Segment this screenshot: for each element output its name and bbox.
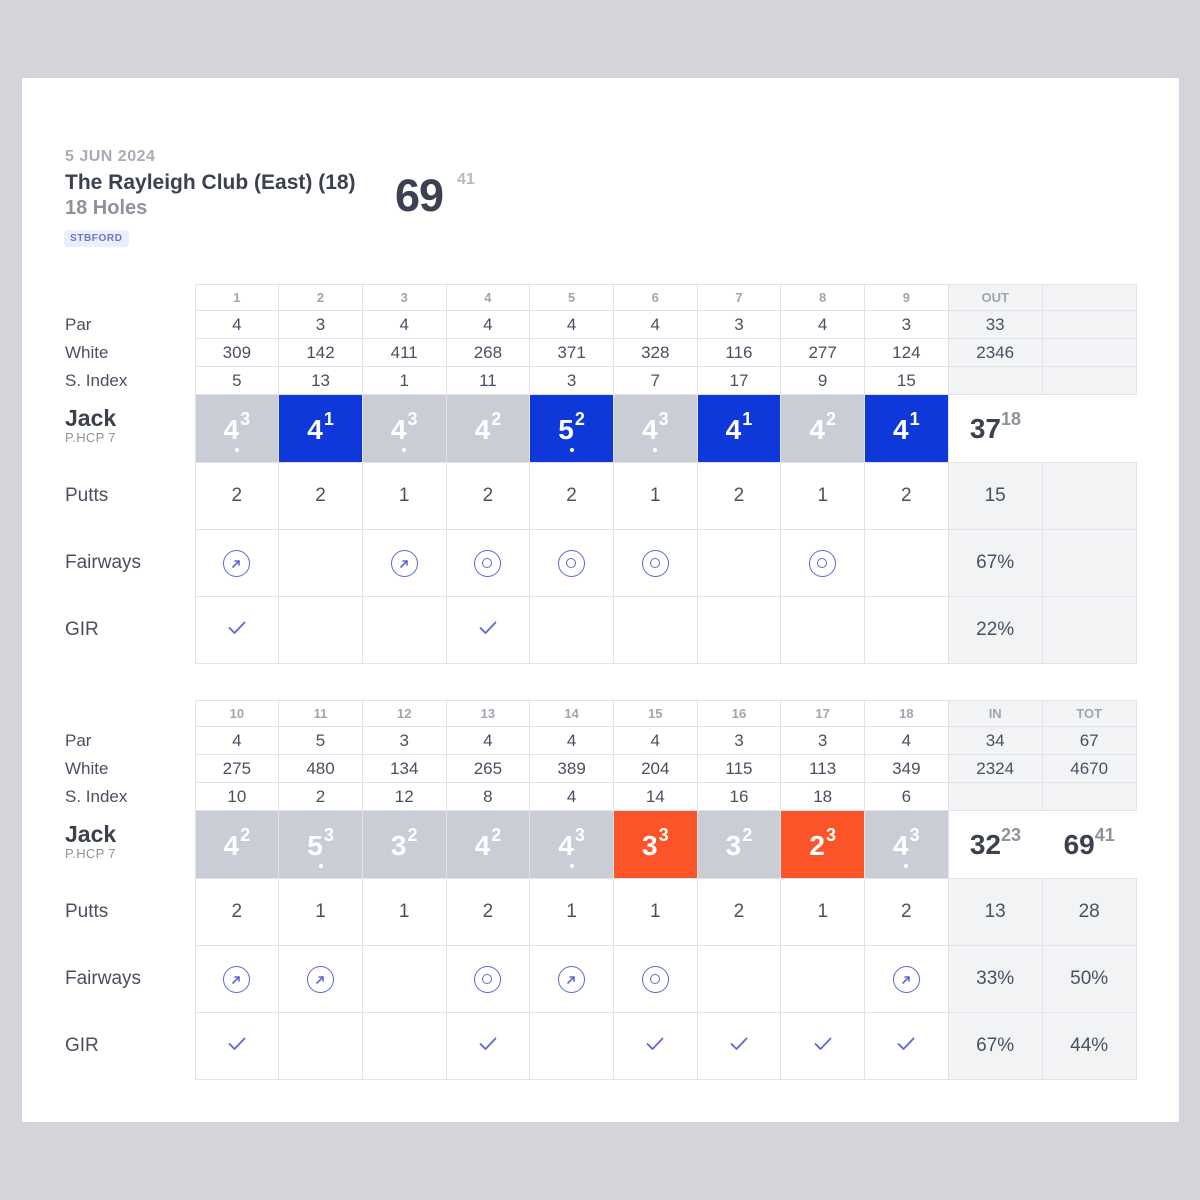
front-nine-table xyxy=(65,284,1137,664)
gir-total: 44% xyxy=(1042,1013,1136,1080)
hole-number-row xyxy=(65,701,1136,727)
hole-number: 8 xyxy=(781,285,865,311)
gir-cell[interactable] xyxy=(530,597,614,664)
row-label: Putts xyxy=(65,463,195,530)
par-cell: 4 xyxy=(195,311,279,339)
back-nine-table xyxy=(65,700,1137,1080)
points: 3 xyxy=(240,408,251,429)
white-cell: 116 xyxy=(697,339,781,367)
hole-score-cell[interactable] xyxy=(446,811,530,879)
putts-cell[interactable]: 2 xyxy=(446,463,530,530)
putts-cell[interactable]: 2 xyxy=(865,879,949,946)
fairway-hit-icon xyxy=(809,550,836,577)
fairways-row xyxy=(65,946,1136,1013)
row-label: S. Index xyxy=(65,367,195,395)
row-label: Par xyxy=(65,311,195,339)
fairway-miss-right-icon xyxy=(558,966,585,993)
hole-number-row xyxy=(65,285,1136,311)
par-cell: 4 xyxy=(446,727,530,755)
row-label: Fairways xyxy=(65,530,195,597)
hole-score-cell[interactable] xyxy=(195,395,279,463)
fairway-hit-icon xyxy=(642,966,669,993)
score-total xyxy=(1042,811,1136,879)
gir-cell[interactable] xyxy=(697,597,781,664)
fairway-cell[interactable] xyxy=(446,530,530,597)
hole-score-cell[interactable] xyxy=(279,395,363,463)
putts-sum: 13 xyxy=(948,879,1042,946)
points: 2 xyxy=(491,408,502,429)
fairway-cell[interactable] xyxy=(613,946,697,1013)
par-cell: 5 xyxy=(279,727,363,755)
strokes: 4 xyxy=(474,413,491,445)
par-row xyxy=(65,727,1136,755)
putts-cell[interactable]: 1 xyxy=(279,879,363,946)
hole-score-cell[interactable] xyxy=(613,811,697,879)
player-info xyxy=(65,395,195,463)
points: 3 xyxy=(407,408,418,429)
white-cell: 268 xyxy=(446,339,530,367)
blank-cell xyxy=(1042,463,1136,530)
white-sum: 2324 xyxy=(948,755,1042,783)
white-cell: 480 xyxy=(279,755,363,783)
checkmark-icon xyxy=(814,1035,832,1057)
white-cell: 115 xyxy=(697,755,781,783)
sindex-cell: 16 xyxy=(697,783,781,811)
blank-cell xyxy=(1042,783,1136,811)
white-yardage-row xyxy=(65,755,1136,783)
stableford-points: 41 xyxy=(457,171,475,188)
blank-cell xyxy=(948,367,1042,395)
strokes: 4 xyxy=(474,829,491,861)
sindex-cell: 17 xyxy=(697,367,781,395)
hole-score-cell[interactable] xyxy=(530,395,614,463)
sindex-cell: 15 xyxy=(865,367,949,395)
fairway-miss-right-icon xyxy=(223,550,250,577)
hole-number: 16 xyxy=(697,701,781,727)
player-handicap: P.HCP 7 xyxy=(65,430,116,445)
blank-cell xyxy=(1042,311,1136,339)
par-cell: 4 xyxy=(865,727,949,755)
strokes: 5 xyxy=(307,829,323,861)
fairway-cell[interactable] xyxy=(697,946,781,1013)
strokes: 4 xyxy=(307,413,323,445)
blank-cell xyxy=(1042,367,1136,395)
fairway-miss-right-icon xyxy=(223,966,250,993)
hole-number: 7 xyxy=(697,285,781,311)
fairway-miss-right-icon xyxy=(391,550,418,577)
hole-number: 13 xyxy=(446,701,530,727)
par-cell: 4 xyxy=(613,727,697,755)
score-total-points: 41 xyxy=(1094,824,1115,845)
sindex-cell: 5 xyxy=(195,367,279,395)
fairway-cell[interactable] xyxy=(362,946,446,1013)
empty-cell xyxy=(65,701,195,727)
strokes: 3 xyxy=(641,829,658,861)
hole-number: 3 xyxy=(362,285,446,311)
strokes: 2 xyxy=(809,829,825,861)
putts-cell[interactable]: 2 xyxy=(865,463,949,530)
gir-cell[interactable] xyxy=(865,597,949,664)
points: 2 xyxy=(574,408,585,429)
par-cell: 4 xyxy=(781,311,865,339)
white-cell: 265 xyxy=(446,755,530,783)
fairway-cell[interactable] xyxy=(865,530,949,597)
putts-cell[interactable]: 1 xyxy=(530,879,614,946)
handicap-stroke-dot xyxy=(570,448,574,452)
fairway-hit-icon xyxy=(474,550,501,577)
fairway-miss-right-icon xyxy=(307,966,334,993)
fairways-row xyxy=(65,530,1136,597)
gir-cell[interactable] xyxy=(781,1013,865,1080)
putts-cell[interactable]: 2 xyxy=(530,463,614,530)
strokes: 4 xyxy=(725,413,742,445)
hole-number: 12 xyxy=(362,701,446,727)
putts-row xyxy=(65,463,1136,530)
white-cell: 309 xyxy=(195,339,279,367)
gir-cell[interactable] xyxy=(530,1013,614,1080)
putts-cell[interactable]: 2 xyxy=(697,463,781,530)
white-cell: 113 xyxy=(781,755,865,783)
points: 2 xyxy=(491,824,502,845)
putts-cell[interactable]: 1 xyxy=(362,463,446,530)
putts-cell[interactable]: 2 xyxy=(697,879,781,946)
gir-cell[interactable] xyxy=(195,597,279,664)
player-info xyxy=(65,811,195,879)
hole-number: 18 xyxy=(865,701,949,727)
fairway-hit-icon xyxy=(558,550,585,577)
putts-cell[interactable]: 2 xyxy=(195,463,279,530)
hole-number: 10 xyxy=(195,701,279,727)
gir-cell[interactable] xyxy=(446,1013,530,1080)
row-label: Fairways xyxy=(65,946,195,1013)
handicap-stroke-dot xyxy=(904,864,908,868)
blank-cell xyxy=(1042,285,1136,311)
points: 3 xyxy=(909,824,920,845)
gir-cell[interactable] xyxy=(446,597,530,664)
sindex-cell: 10 xyxy=(195,783,279,811)
row-label: White xyxy=(65,339,195,367)
strokes: 4 xyxy=(809,413,825,445)
hole-score-cell[interactable] xyxy=(195,811,279,879)
strokes: 4 xyxy=(893,829,909,861)
score-sum-points: 23 xyxy=(1001,824,1022,845)
fairway-cell[interactable] xyxy=(530,530,614,597)
fairway-miss-right-icon xyxy=(893,966,920,993)
checkmark-icon xyxy=(730,1035,748,1057)
empty-cell xyxy=(65,285,195,311)
putts-cell[interactable]: 1 xyxy=(362,879,446,946)
white-sum: 2346 xyxy=(948,339,1042,367)
fairway-hit-icon xyxy=(474,966,501,993)
par-cell: 4 xyxy=(613,311,697,339)
sindex-cell: 14 xyxy=(613,783,697,811)
white-total: 4670 xyxy=(1042,755,1136,783)
sindex-cell: 6 xyxy=(865,783,949,811)
putts-cell[interactable]: 2 xyxy=(446,879,530,946)
hole-score-cell[interactable] xyxy=(613,395,697,463)
white-cell: 134 xyxy=(362,755,446,783)
putts-cell[interactable]: 2 xyxy=(279,463,363,530)
strokes: 3 xyxy=(390,829,407,861)
gir-cell[interactable] xyxy=(195,1013,279,1080)
hole-score-cell[interactable] xyxy=(865,811,949,879)
par-cell: 3 xyxy=(279,311,363,339)
white-cell: 389 xyxy=(530,755,614,783)
par-cell: 3 xyxy=(781,727,865,755)
putts-sum: 15 xyxy=(948,463,1042,530)
player-name: Jack xyxy=(65,405,117,431)
fairway-cell[interactable] xyxy=(697,530,781,597)
checkmark-icon xyxy=(228,1035,246,1057)
par-cell: 4 xyxy=(530,311,614,339)
par-sum: 34 xyxy=(948,727,1042,755)
gross-score: 69 xyxy=(395,170,444,221)
gir-cell[interactable] xyxy=(781,597,865,664)
checkmark-icon xyxy=(646,1035,664,1057)
fairway-cell[interactable] xyxy=(613,530,697,597)
blank-cell xyxy=(1042,339,1136,367)
white-cell: 142 xyxy=(279,339,363,367)
fairway-cell[interactable] xyxy=(279,946,363,1013)
scorecard-card xyxy=(22,78,1179,1122)
round-date: 5 JUN 2024 xyxy=(65,148,156,165)
strokes: 4 xyxy=(390,413,407,445)
hole-score-cell[interactable] xyxy=(530,811,614,879)
gir-row xyxy=(65,597,1136,664)
fairway-cell[interactable] xyxy=(279,530,363,597)
hole-score-cell[interactable] xyxy=(697,395,781,463)
score-sum-strokes: 32 xyxy=(969,828,1001,860)
hole-score-cell[interactable] xyxy=(697,811,781,879)
hole-score-cell[interactable] xyxy=(781,395,865,463)
white-cell: 349 xyxy=(865,755,949,783)
handicap-stroke-dot xyxy=(653,448,657,452)
hole-number: 15 xyxy=(613,701,697,727)
checkmark-icon xyxy=(228,619,246,641)
strokes: 3 xyxy=(725,829,742,861)
par-cell: 4 xyxy=(530,727,614,755)
hole-score-cell[interactable] xyxy=(446,395,530,463)
blank-cell xyxy=(1042,597,1136,664)
hole-score-cell[interactable] xyxy=(279,811,363,879)
score-sum xyxy=(948,395,1042,463)
hole-score-cell[interactable] xyxy=(865,395,949,463)
handicap-stroke-dot xyxy=(319,864,323,868)
fairways-sum: 67% xyxy=(948,530,1042,597)
points: 2 xyxy=(240,824,251,845)
white-cell: 204 xyxy=(613,755,697,783)
points: 3 xyxy=(574,824,585,845)
par-cell: 3 xyxy=(697,727,781,755)
player-name: Jack xyxy=(65,821,117,847)
row-label: GIR xyxy=(65,597,195,664)
course-name: The Rayleigh Club (East) (18) xyxy=(65,171,356,194)
white-cell: 328 xyxy=(613,339,697,367)
points: 2 xyxy=(825,408,836,429)
white-cell: 371 xyxy=(530,339,614,367)
gir-cell[interactable] xyxy=(865,1013,949,1080)
gir-cell[interactable] xyxy=(279,1013,363,1080)
sindex-cell: 12 xyxy=(362,783,446,811)
sindex-cell: 4 xyxy=(530,783,614,811)
points: 3 xyxy=(658,408,669,429)
gir-cell[interactable] xyxy=(613,1013,697,1080)
gir-cell[interactable] xyxy=(362,1013,446,1080)
fairway-cell[interactable] xyxy=(362,530,446,597)
blank-cell xyxy=(1042,395,1136,463)
points: 3 xyxy=(323,824,334,845)
strokes: 4 xyxy=(223,413,240,445)
points: 1 xyxy=(909,408,920,429)
fairway-cell[interactable] xyxy=(865,946,949,1013)
blank-cell xyxy=(1042,530,1136,597)
white-cell: 124 xyxy=(865,339,949,367)
sindex-cell: 2 xyxy=(279,783,363,811)
putts-cell[interactable]: 2 xyxy=(195,879,279,946)
player-handicap: P.HCP 7 xyxy=(65,846,116,861)
handicap-stroke-dot xyxy=(570,864,574,868)
hole-number: 17 xyxy=(781,701,865,727)
points: 2 xyxy=(742,824,753,845)
hole-number: 11 xyxy=(279,701,363,727)
white-cell: 275 xyxy=(195,755,279,783)
putts-cell[interactable]: 1 xyxy=(781,463,865,530)
blank-cell xyxy=(948,783,1042,811)
par-cell: 4 xyxy=(362,311,446,339)
gir-cell[interactable] xyxy=(613,597,697,664)
par-row xyxy=(65,311,1136,339)
strokes: 4 xyxy=(893,413,909,445)
fairways-total: 50% xyxy=(1042,946,1136,1013)
hole-number: 2 xyxy=(279,285,363,311)
putts-cell[interactable]: 1 xyxy=(613,879,697,946)
row-label: Par xyxy=(65,727,195,755)
handicap-stroke-dot xyxy=(235,448,239,452)
hole-number: 1 xyxy=(195,285,279,311)
player-score-row xyxy=(65,395,1136,463)
white-cell: 411 xyxy=(362,339,446,367)
row-label: S. Index xyxy=(65,783,195,811)
fairway-cell[interactable] xyxy=(195,530,279,597)
sindex-cell: 9 xyxy=(781,367,865,395)
putts-total: 28 xyxy=(1042,879,1136,946)
total-label: TOT xyxy=(1042,701,1136,727)
par-total: 67 xyxy=(1042,727,1136,755)
hole-number: 5 xyxy=(530,285,614,311)
points: 1 xyxy=(323,408,334,429)
putts-cell[interactable]: 1 xyxy=(781,879,865,946)
strokes: 4 xyxy=(223,829,240,861)
format-badge: STBFORD xyxy=(64,230,129,247)
par-cell: 3 xyxy=(362,727,446,755)
score-sum-strokes: 37 xyxy=(969,412,1001,444)
fairway-cell[interactable] xyxy=(195,946,279,1013)
holes-count: 18 Holes xyxy=(65,197,148,219)
points: 2 xyxy=(407,824,418,845)
hole-number: 6 xyxy=(613,285,697,311)
handicap-stroke-dot xyxy=(402,448,406,452)
sindex-cell: 7 xyxy=(613,367,697,395)
white-yardage-row xyxy=(65,339,1136,367)
gir-sum: 67% xyxy=(948,1013,1042,1080)
hole-number: 4 xyxy=(446,285,530,311)
sindex-cell: 3 xyxy=(530,367,614,395)
checkmark-icon xyxy=(897,1035,915,1057)
gir-cell[interactable] xyxy=(279,597,363,664)
par-cell: 3 xyxy=(697,311,781,339)
sindex-cell: 11 xyxy=(446,367,530,395)
points: 3 xyxy=(658,824,669,845)
sindex-cell: 1 xyxy=(362,367,446,395)
strokes: 4 xyxy=(558,829,574,861)
score-sum-points: 18 xyxy=(1001,408,1022,429)
fairway-cell[interactable] xyxy=(446,946,530,1013)
gir-cell[interactable] xyxy=(362,597,446,664)
row-label: GIR xyxy=(65,1013,195,1080)
strokes: 4 xyxy=(641,413,658,445)
putts-cell[interactable]: 1 xyxy=(613,463,697,530)
gir-cell[interactable] xyxy=(697,1013,781,1080)
hole-number: 9 xyxy=(865,285,949,311)
sum-label: IN xyxy=(948,701,1042,727)
sum-label: OUT xyxy=(948,285,1042,311)
gir-row xyxy=(65,1013,1136,1080)
sindex-cell: 18 xyxy=(781,783,865,811)
par-cell: 4 xyxy=(446,311,530,339)
score-total-strokes: 69 xyxy=(1063,828,1095,860)
fairway-cell[interactable] xyxy=(781,530,865,597)
hole-score-cell[interactable] xyxy=(362,811,446,879)
fairway-hit-icon xyxy=(642,550,669,577)
stroke-index-row xyxy=(65,783,1136,811)
row-label: Putts xyxy=(65,879,195,946)
stroke-index-row xyxy=(65,367,1136,395)
par-cell: 3 xyxy=(865,311,949,339)
par-cell: 4 xyxy=(195,727,279,755)
sindex-cell: 8 xyxy=(446,783,530,811)
score-sum xyxy=(948,811,1042,879)
checkmark-icon xyxy=(479,1035,497,1057)
row-label: White xyxy=(65,755,195,783)
gir-sum: 22% xyxy=(948,597,1042,664)
hole-number: 14 xyxy=(530,701,614,727)
fairway-cell[interactable] xyxy=(781,946,865,1013)
par-sum: 33 xyxy=(948,311,1042,339)
fairways-sum: 33% xyxy=(948,946,1042,1013)
hole-score-cell[interactable] xyxy=(362,395,446,463)
sindex-cell: 13 xyxy=(279,367,363,395)
points: 3 xyxy=(825,824,836,845)
checkmark-icon xyxy=(479,619,497,641)
hole-score-cell[interactable] xyxy=(781,811,865,879)
putts-row xyxy=(65,879,1136,946)
points: 1 xyxy=(742,408,753,429)
fairway-cell[interactable] xyxy=(530,946,614,1013)
white-cell: 277 xyxy=(781,339,865,367)
player-score-row xyxy=(65,811,1136,879)
strokes: 5 xyxy=(558,413,574,445)
